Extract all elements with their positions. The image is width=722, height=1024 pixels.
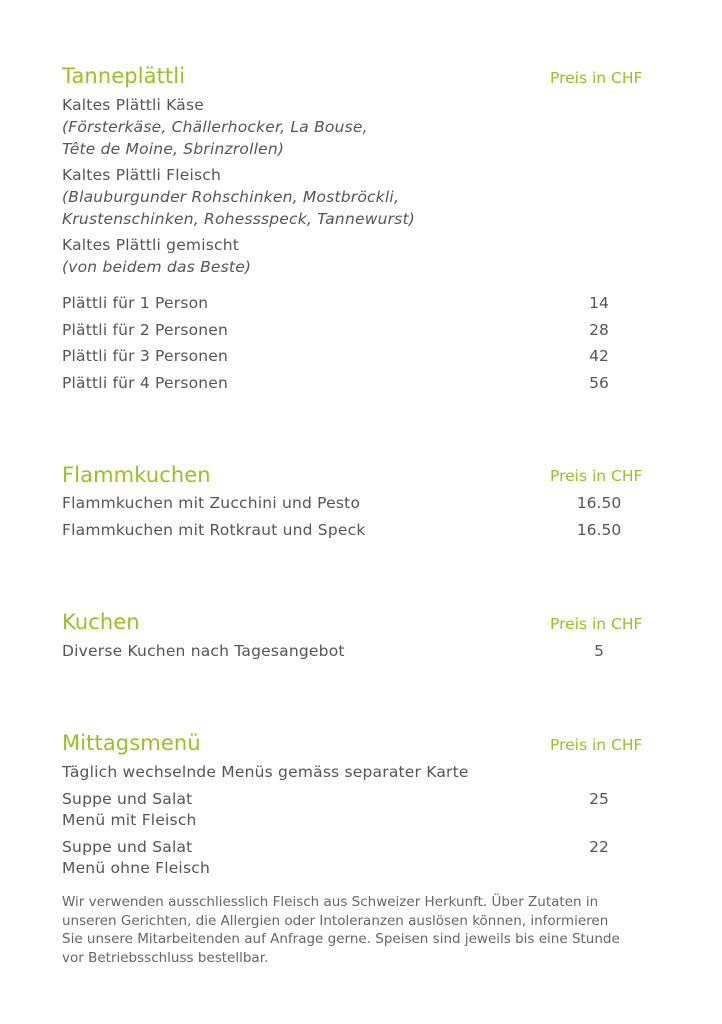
price-row-value: 14 [589,294,609,312]
footnote-line: Sie unsere Mitarbeitenden auf Anfrage gerne. Speisen sind jeweils bis eine Stunde [62,931,620,947]
item-name-gemischt: Kaltes Plättli gemischt [62,236,240,254]
section-title-flammkuchen: Flammkuchen [62,463,211,487]
menu-item-sublabel: Menü ohne Fleisch [62,859,210,877]
item-detail-kaese-1: (Försterkäse, Chällerhocker, La Bouse, [62,118,368,136]
price-header-kuchen: Preis in CHF [550,615,643,633]
footnote [62,893,662,967]
item-detail-kaese-2: Tête de Moine, Sbrinzrollen) [62,140,285,158]
section-title-mittagsmenu: Mittagsmenü [62,731,201,755]
footnote-line: Wir verwenden ausschliesslich Fleisch aus Schweizer Herkunft. Über Zutaten in [62,894,599,910]
price-row-label: Plättli für 4 Personen [62,374,229,392]
price-row-label: Plättli für 1 Person [62,294,209,312]
mittagsmenu-intro: Täglich wechselnde Menüs gemäss separater Karte [62,763,469,781]
menu-item-sublabel: Menü mit Fleisch [62,811,197,829]
price-header-mittagsmenu: Preis in CHF [550,736,643,754]
footnote-line: unseren Gerichten, die Allergien oder Intoleranzen auslösen können, informieren [62,912,609,929]
price-header-flammkuchen: Preis in CHF [550,467,643,485]
menu-item-price: 5 [594,642,604,660]
menu-item-price: 16.50 [576,494,622,512]
menu-item-label: Diverse Kuchen nach Tagesangebot [62,642,345,660]
menu-item-price: 22 [589,838,609,856]
price-row-value: 42 [589,347,609,365]
menu-item-label: Flammkuchen mit Rotkraut und Speck [62,521,366,539]
item-name-kaese: Kaltes Plättli Käse [62,96,204,114]
section-title-tanneplaettli: Tanneplättli [62,64,186,88]
menu-item-price: 16.50 [576,521,622,539]
section-title-kuchen: Kuchen [62,610,140,634]
price-row-value: 28 [589,321,609,339]
menu-item-label: Flammkuchen mit Zucchini und Pesto [62,494,361,512]
price-row-label: Plättli für 2 Personen [62,321,229,339]
price-row-label: Plättli für 3 Personen [62,347,229,365]
item-detail-gemischt-1: (von beidem das Beste) [62,258,252,276]
price-header-tanneplaettli: Preis in CHF [550,69,643,87]
item-name-fleisch: Kaltes Plättli Fleisch [62,166,222,184]
menu-item-label: Suppe und Salat [62,790,193,808]
menu-item-price: 25 [589,790,609,808]
price-row-value: 56 [589,374,609,392]
item-detail-fleisch-2: Krustenschinken, Rohessspeck, Tannewurst) [62,210,415,228]
menu-item-label: Suppe und Salat [62,838,193,856]
footnote-line: vor Betriebsschluss bestellbar. [62,949,269,966]
item-detail-fleisch-1: (Blauburgunder Rohschinken, Mostbröckli, [62,188,400,206]
